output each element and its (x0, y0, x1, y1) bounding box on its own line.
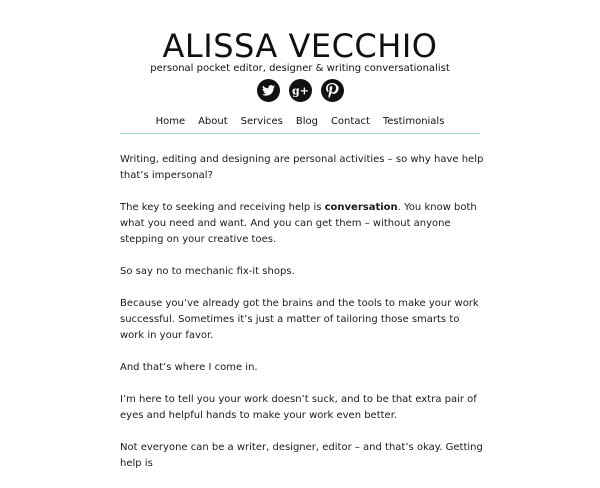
nav-item-home[interactable]: Home (155, 116, 186, 127)
paragraph-7: Not everyone can be a writer, designer, editor – and that’s okay. Getting help is (120, 442, 483, 469)
site-title[interactable]: ALISSA VECCHIO (162, 27, 438, 65)
nav-divider (120, 133, 480, 134)
main-nav (120, 115, 480, 133)
paragraph-1: Writing, editing and designing are personal activities – so why have help that’s impersonal? (120, 154, 484, 181)
nav-item-about[interactable]: About (198, 116, 228, 127)
site-tagline: personal pocket editor, designer & writing conversationalist (150, 63, 450, 74)
pinterest-button[interactable] (321, 79, 344, 102)
paragraph-2 (120, 200, 484, 248)
nav-item-contact[interactable]: Contact (330, 116, 370, 127)
paragraph-2-text: The key to seeking and receiving help is (120, 202, 325, 213)
pinterest-icon (326, 83, 338, 98)
google-plus-glyph: g+ (291, 84, 309, 98)
twitter-icon (262, 85, 275, 96)
paragraph-4: Because you’ve already got the brains and the tools to make your work successful. Sometimes it’s just a matter of tailoring those smarts to work in your favor. (120, 298, 479, 341)
google-plus-button[interactable] (289, 79, 312, 102)
nav-item-testimonials[interactable]: Testimonials (382, 116, 445, 127)
paragraph-5: And that’s where I come in. (120, 362, 258, 373)
paragraph-3: So say no to mechanic fix-it shops. (120, 266, 295, 277)
twitter-button[interactable] (257, 79, 280, 102)
nav-item-services[interactable]: Services (240, 116, 283, 127)
nav-item-blog[interactable]: Blog (295, 116, 318, 127)
paragraph-6: I’m here to tell you your work doesn’t suck, and to be that extra pair of eyes and helpful hands to make your work even better. (120, 394, 477, 421)
page-content (120, 152, 484, 488)
conversation-emphasis: conversation (324, 202, 398, 213)
paragraph-2-text-end: . You know both what you need and want. And you can get them – without anyone stepping on your creative toes. (120, 202, 477, 245)
social-links (0, 79, 600, 102)
google-plus-icon (292, 84, 309, 97)
